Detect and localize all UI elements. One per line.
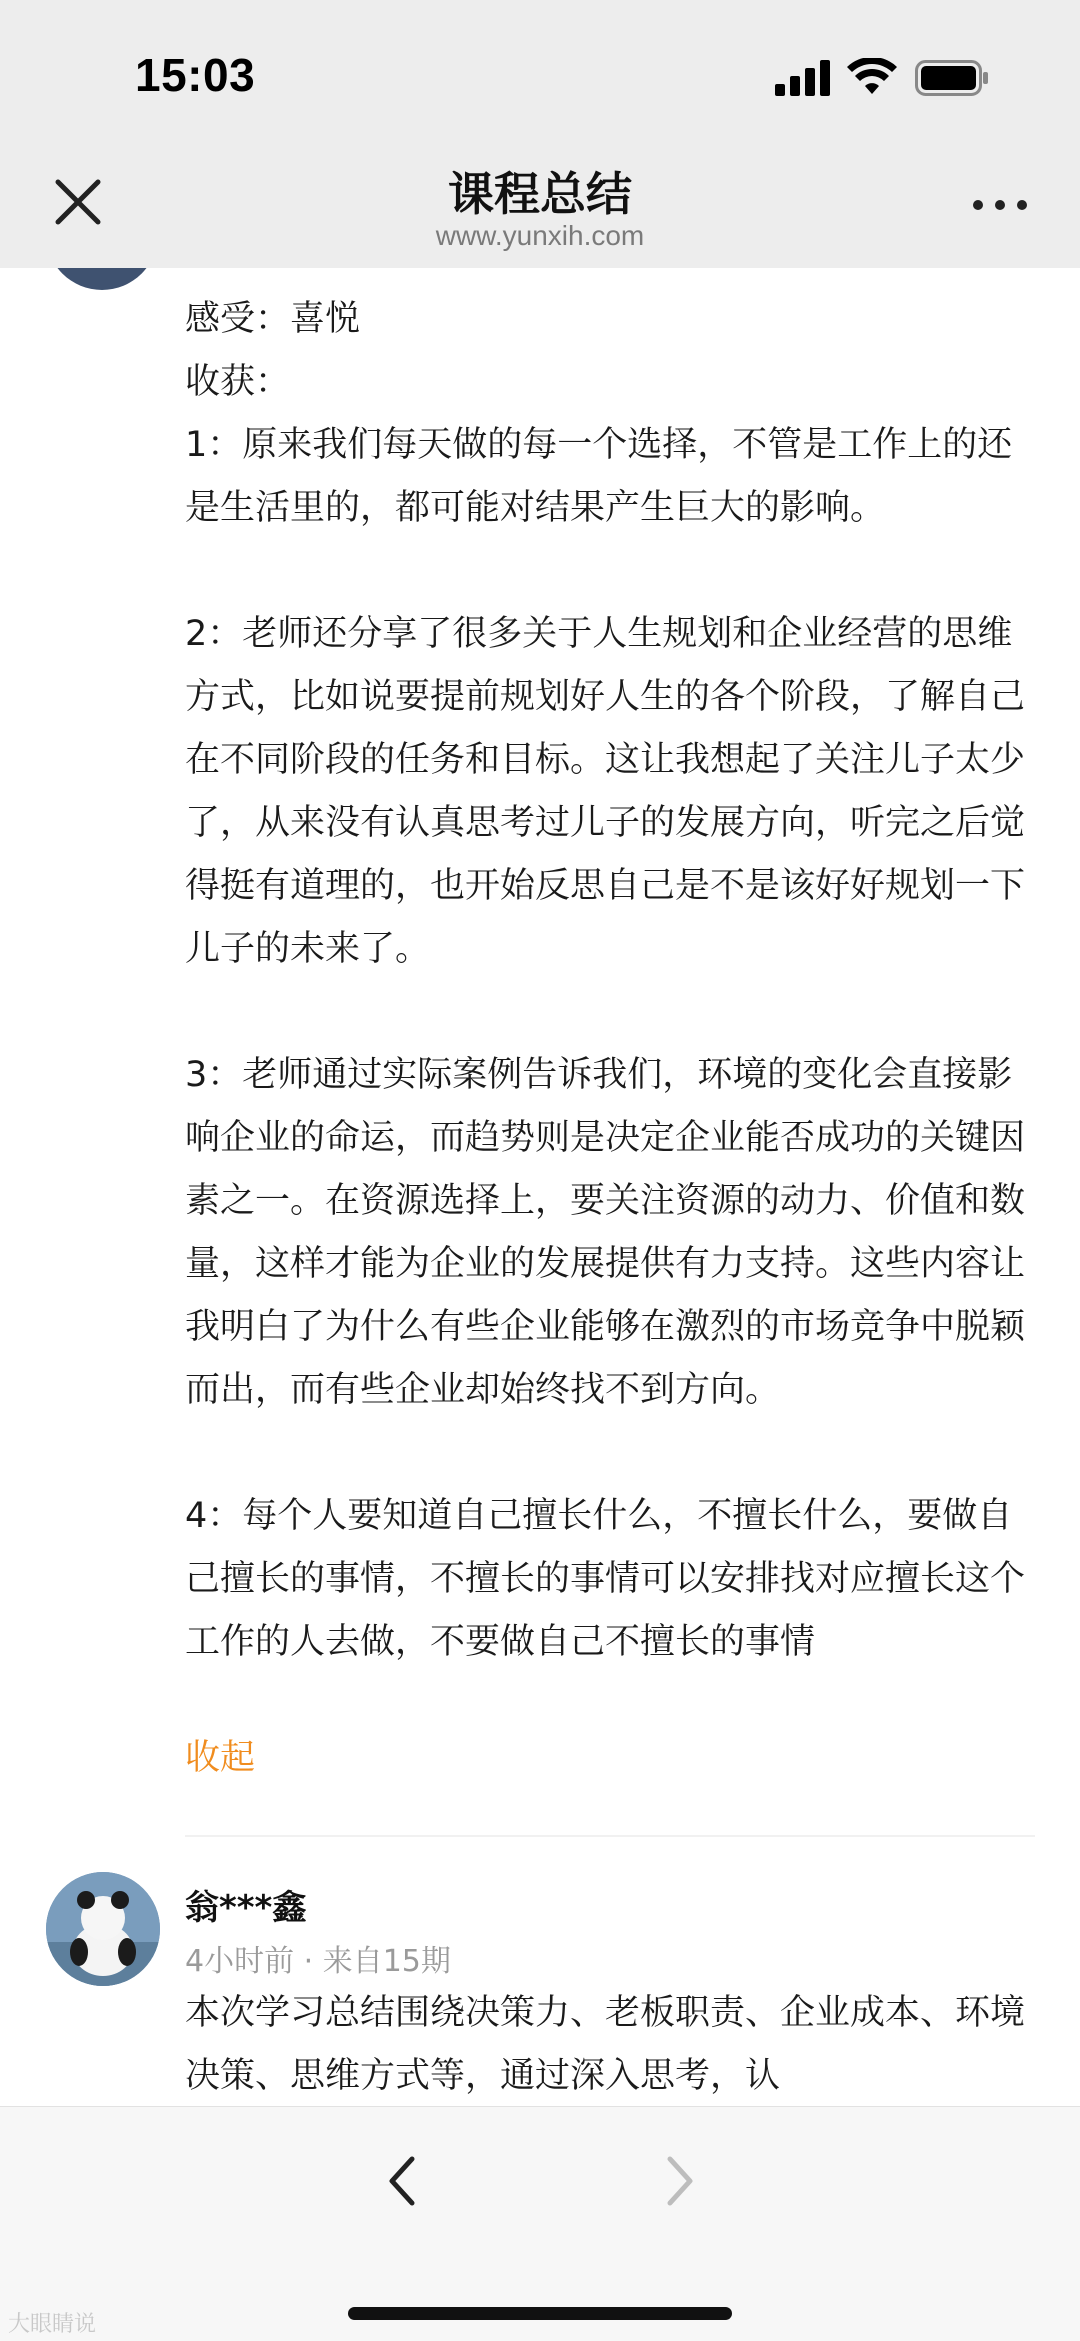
post-paragraph-3: 3：老师通过实际案例告诉我们，环境的变化会直接影响企业的命运，而趋势则是决定企业能否成功的关键因素之一。在资源选择上，要关注资源的动力、价值和数量，这样才能为企业的发展提供有力支持。这些内容让我明白了为什么有些企业能够在激烈的市场竞争中脱颖而出，而有些企业却始终找不到方向。 [185,1055,1026,1410]
avatar [46,268,158,290]
wifi-icon [847,58,897,96]
post-paragraph-2: 2：老师还分享了很多关于人生规划和企业经营的思维方式，比如说要提前规划好人生的各个阶段，了解自己在不同阶段的任务和目标。这让我想起了关注儿子太少了，从来没有认真思考过儿子的发展方向，听完之后觉得挺有道理的，也开始反思自己是不是该好好规划一下儿子的未来了。 [185,614,1026,969]
avatar[interactable] [46,1872,160,1986]
more-icon[interactable] [970,190,1030,220]
page-title: 课程总结 [448,167,632,221]
back-arrow-icon[interactable] [380,2151,424,2211]
battery-icon [915,60,989,96]
post-paragraph-1: 1：原来我们每天做的每一个选择，不管是工作上的还是生活里的，都可能对结果产生巨大的影响。 [185,425,1013,528]
comment-meta: 4小时前 · 来自15期 [185,1944,451,1979]
comment-text: 本次学习总结围绕决策力、老板职责、企业成本、环境决策、思维方式等，通过深入思考，认 [185,1993,1026,2096]
page-url: www.yunxih.com [435,220,645,251]
collapse-link[interactable]: 收起 [185,1738,256,1778]
watermark: 大眼睛说 [8,2312,97,2337]
post-line-gains: 收获： [185,362,291,402]
divider [185,1835,1035,1837]
comment-author[interactable]: 翁***鑫 [185,1888,307,1928]
home-indicator[interactable] [348,2307,732,2320]
bottom-bar [0,2106,1080,2341]
panda-avatar-image [46,1872,160,1986]
signal-icon [775,60,831,96]
post-paragraph-4: 4：每个人要知道自己擅长什么，不擅长什么，要做自己擅长的事情，不擅长的事情可以安排找对应擅长这个工作的人去做，不要做自己不擅长的事情 [185,1496,1026,1662]
forward-arrow-icon[interactable] [658,2151,702,2211]
top-bar [0,0,1080,268]
post-line-feeling: 感受：喜悦 [185,299,361,339]
status-time: 15:03 [135,49,256,101]
content-area[interactable] [0,268,1080,2106]
